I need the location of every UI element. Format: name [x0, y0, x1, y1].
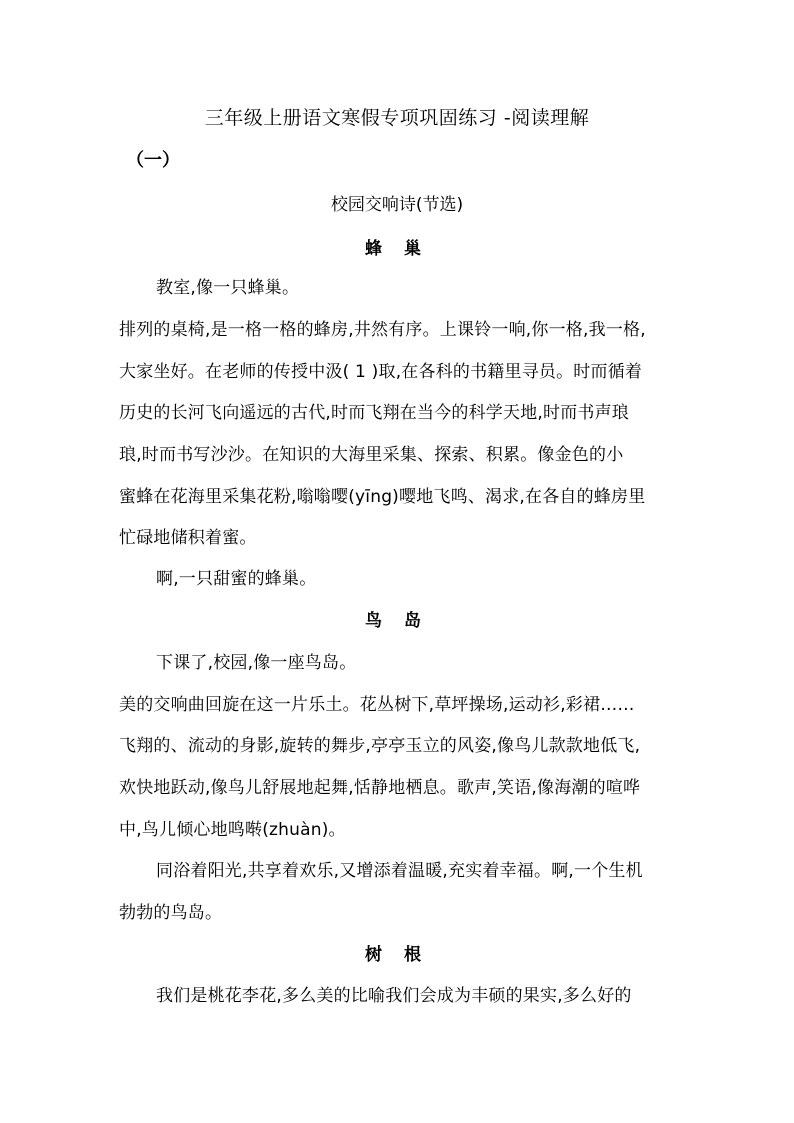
bird-island-heading: 鸟 岛	[365, 611, 429, 631]
beehive-line: 忙碌地储积着蜜。	[119, 528, 257, 548]
beehive-line: 大家坐好。在老师的传授中汲( 1 )取,在各科的书籍里寻员。时而循着	[119, 362, 643, 382]
bird-island-line: 勃勃的鸟岛。	[119, 903, 223, 923]
roots-line: 我们是桃花李花,多么美的比喻我们会成为丰硕的果实,多么好的	[156, 986, 632, 1006]
bird-island-line: 美的交响曲回旋在这一片乐土。花丛树下,草坪操场,运动衫,彩裙……	[119, 695, 635, 715]
beehive-line: 历史的长河飞向遥远的古代,时而飞翔在当今的科学天地,时而书声琅	[119, 403, 630, 423]
poem-title: 校园交响诗(节选)	[330, 195, 464, 215]
bird-island-line: 同浴着阳光,共享着欢乐,又增添着温暖,充实着幸福。啊,一个生机	[156, 861, 643, 881]
beehive-line: 排列的桌椅,是一格一格的蜂房,井然有序。上课铃一响,你一格,我一格,	[119, 320, 646, 340]
bird-island-line: 欢快地跃动,像鸟儿舒展地起舞,恬静地栖息。歌声,笑语,像海潮的喧哗	[119, 778, 641, 798]
section-number: （一）	[126, 150, 180, 171]
bird-island-line: 飞翔的、流动的身影,旋转的舞步,亭亭玉立的风姿,像鸟儿款款地低飞,	[119, 736, 641, 756]
beehive-heading: 蜂 巢	[365, 239, 429, 259]
beehive-line: 教室,像一只蜂巢。	[156, 278, 300, 298]
document-title: 三年级上册语文寒假专项巩固练习 -阅读理解	[204, 107, 590, 129]
beehive-line: 琅,时而书写沙沙。在知识的大海里采集、探索、积累。像金色的小	[119, 445, 624, 465]
roots-heading: 树 根	[365, 945, 429, 965]
bird-island-line: 下课了,校园,像一座鸟岛。	[156, 653, 357, 673]
beehive-line: 蜜蜂在花海里采集花粉,嗡嗡嘤(yīng)嘤地飞鸣、渴求,在各自的蜂房里	[119, 487, 646, 507]
bird-island-line: 中,鸟儿倾心地鸣啭(zhuàn)。	[119, 820, 346, 840]
beehive-line: 啊,一只甜蜜的蜂巢。	[156, 569, 317, 589]
